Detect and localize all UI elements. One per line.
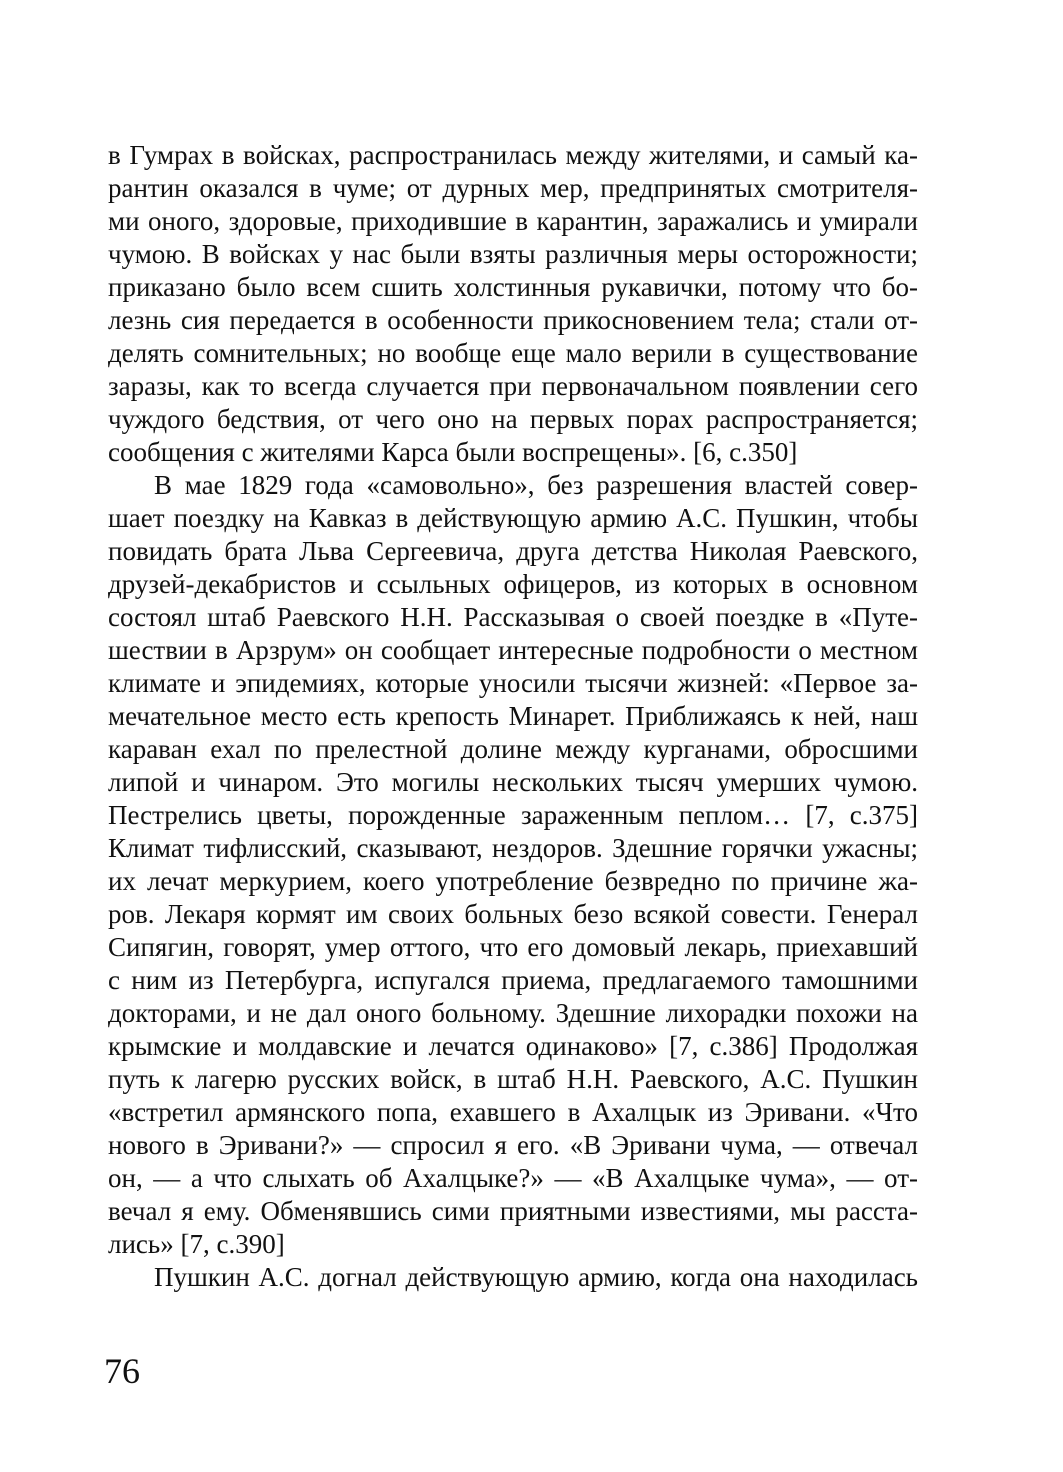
- text-line: ми оного, здоровые, приходившие в карантин, заражались и умирали: [108, 206, 918, 236]
- text-line: В мае 1829 года «самовольно», без разрешения властей совер-: [154, 470, 918, 500]
- text-line: Пушкин А.С. догнал действующую армию, когда она находилась: [154, 1262, 918, 1292]
- text-line: делять сомнительных; но вообще еще мало верили в существование: [108, 338, 918, 368]
- text-line: повидать брата Льва Сергеевича, друга детства Николая Раевского,: [108, 536, 918, 566]
- text-line: мечательное место есть крепость Минарет. Приближаясь к ней, наш: [108, 701, 918, 731]
- text-line: путь к лагерю русских войск, в штаб Н.Н. Раевского, А.С. Пушкин: [108, 1064, 918, 1094]
- text-line: сообщения с жителями Карса были воспрещены». [6, с.350]: [108, 437, 798, 467]
- text-line: шает поездку на Кавказ в действующую армию А.С. Пушкин, чтобы: [108, 503, 918, 533]
- text-line: «встретил армянского попа, ехавшего в Ахалцык из Эривани. «Что: [108, 1097, 918, 1127]
- text-line: заразы, как то всегда случается при первоначальном появлении сего: [108, 371, 918, 401]
- text-line: вечал я ему. Обменявшись сими приятными известиями, мы расста-: [108, 1196, 918, 1226]
- text-line: докторами, и не дал оного больному. Здешние лихорадки похожи на: [108, 998, 918, 1028]
- text-line: климате и эпидемиях, которые уносили тысячи жизней: «Первое за-: [108, 668, 918, 698]
- text-line: в Гумрах в войсках, распространилась между жителями, и самый ка-: [108, 140, 918, 170]
- text-line: ров. Лекаря кормят им своих больных безо всякой совести. Генерал: [108, 899, 918, 929]
- text-line: чуждого бедствия, от чего оно на первых порах распространяется;: [108, 404, 918, 434]
- text-line: состоял штаб Раевского Н.Н. Рассказывая о своей поездке в «Путе-: [108, 602, 918, 632]
- text-line: Климат тифлисский, сказывают, нездоров. Здешние горячки ужасны;: [108, 833, 918, 863]
- text-line: караван ехал по прелестной долине между курганами, обросшими: [108, 734, 918, 764]
- text-line: нового в Эривани?» — спросил я его. «В Эривани чума, — отвечал: [108, 1130, 918, 1160]
- text-line: шествии в Арзрум» он сообщает интересные подробности о местном: [108, 635, 918, 665]
- text-line: крымские и молдавские и лечатся одинаково» [7, с.386] Продолжая: [108, 1031, 918, 1061]
- text-line: чумою. В войсках у нас были взяты различныя меры осторожности;: [108, 239, 918, 269]
- body-text: [108, 139, 918, 1294]
- text-line: рантин оказался в чуме; от дурных мер, предпринятых смотрителя-: [108, 173, 918, 203]
- text-line: липой и чинаром. Это могилы нескольких тысяч умерших чумою.: [108, 767, 918, 797]
- text-line: друзей-декабристов и ссыльных офицеров, из которых в основном: [108, 569, 918, 599]
- text-line: с ним из Петербурга, испугался приема, предлагаемого тамошними: [108, 965, 918, 995]
- text-line: приказано было всем сшить холстинныя рукавички, потому что бо-: [108, 272, 918, 302]
- text-line: лезнь сия передается в особенности прикосновением тела; стали от-: [108, 305, 918, 335]
- text-line: Пестрелись цветы, порожденные зараженным пеплом… [7, с.375]: [108, 800, 918, 830]
- text-line: он, — а что слыхать об Ахалцыке?» — «В Ахалцыке чума», — от-: [108, 1163, 918, 1193]
- text-line: лись» [7, с.390]: [108, 1229, 285, 1259]
- page-number: 76: [104, 1351, 140, 1391]
- text-line: их лечат меркурием, коего употребление безвредно по причине жа-: [108, 866, 918, 896]
- text-line: Сипягин, говорят, умер оттого, что его домовый лекарь, приехавший: [108, 932, 918, 962]
